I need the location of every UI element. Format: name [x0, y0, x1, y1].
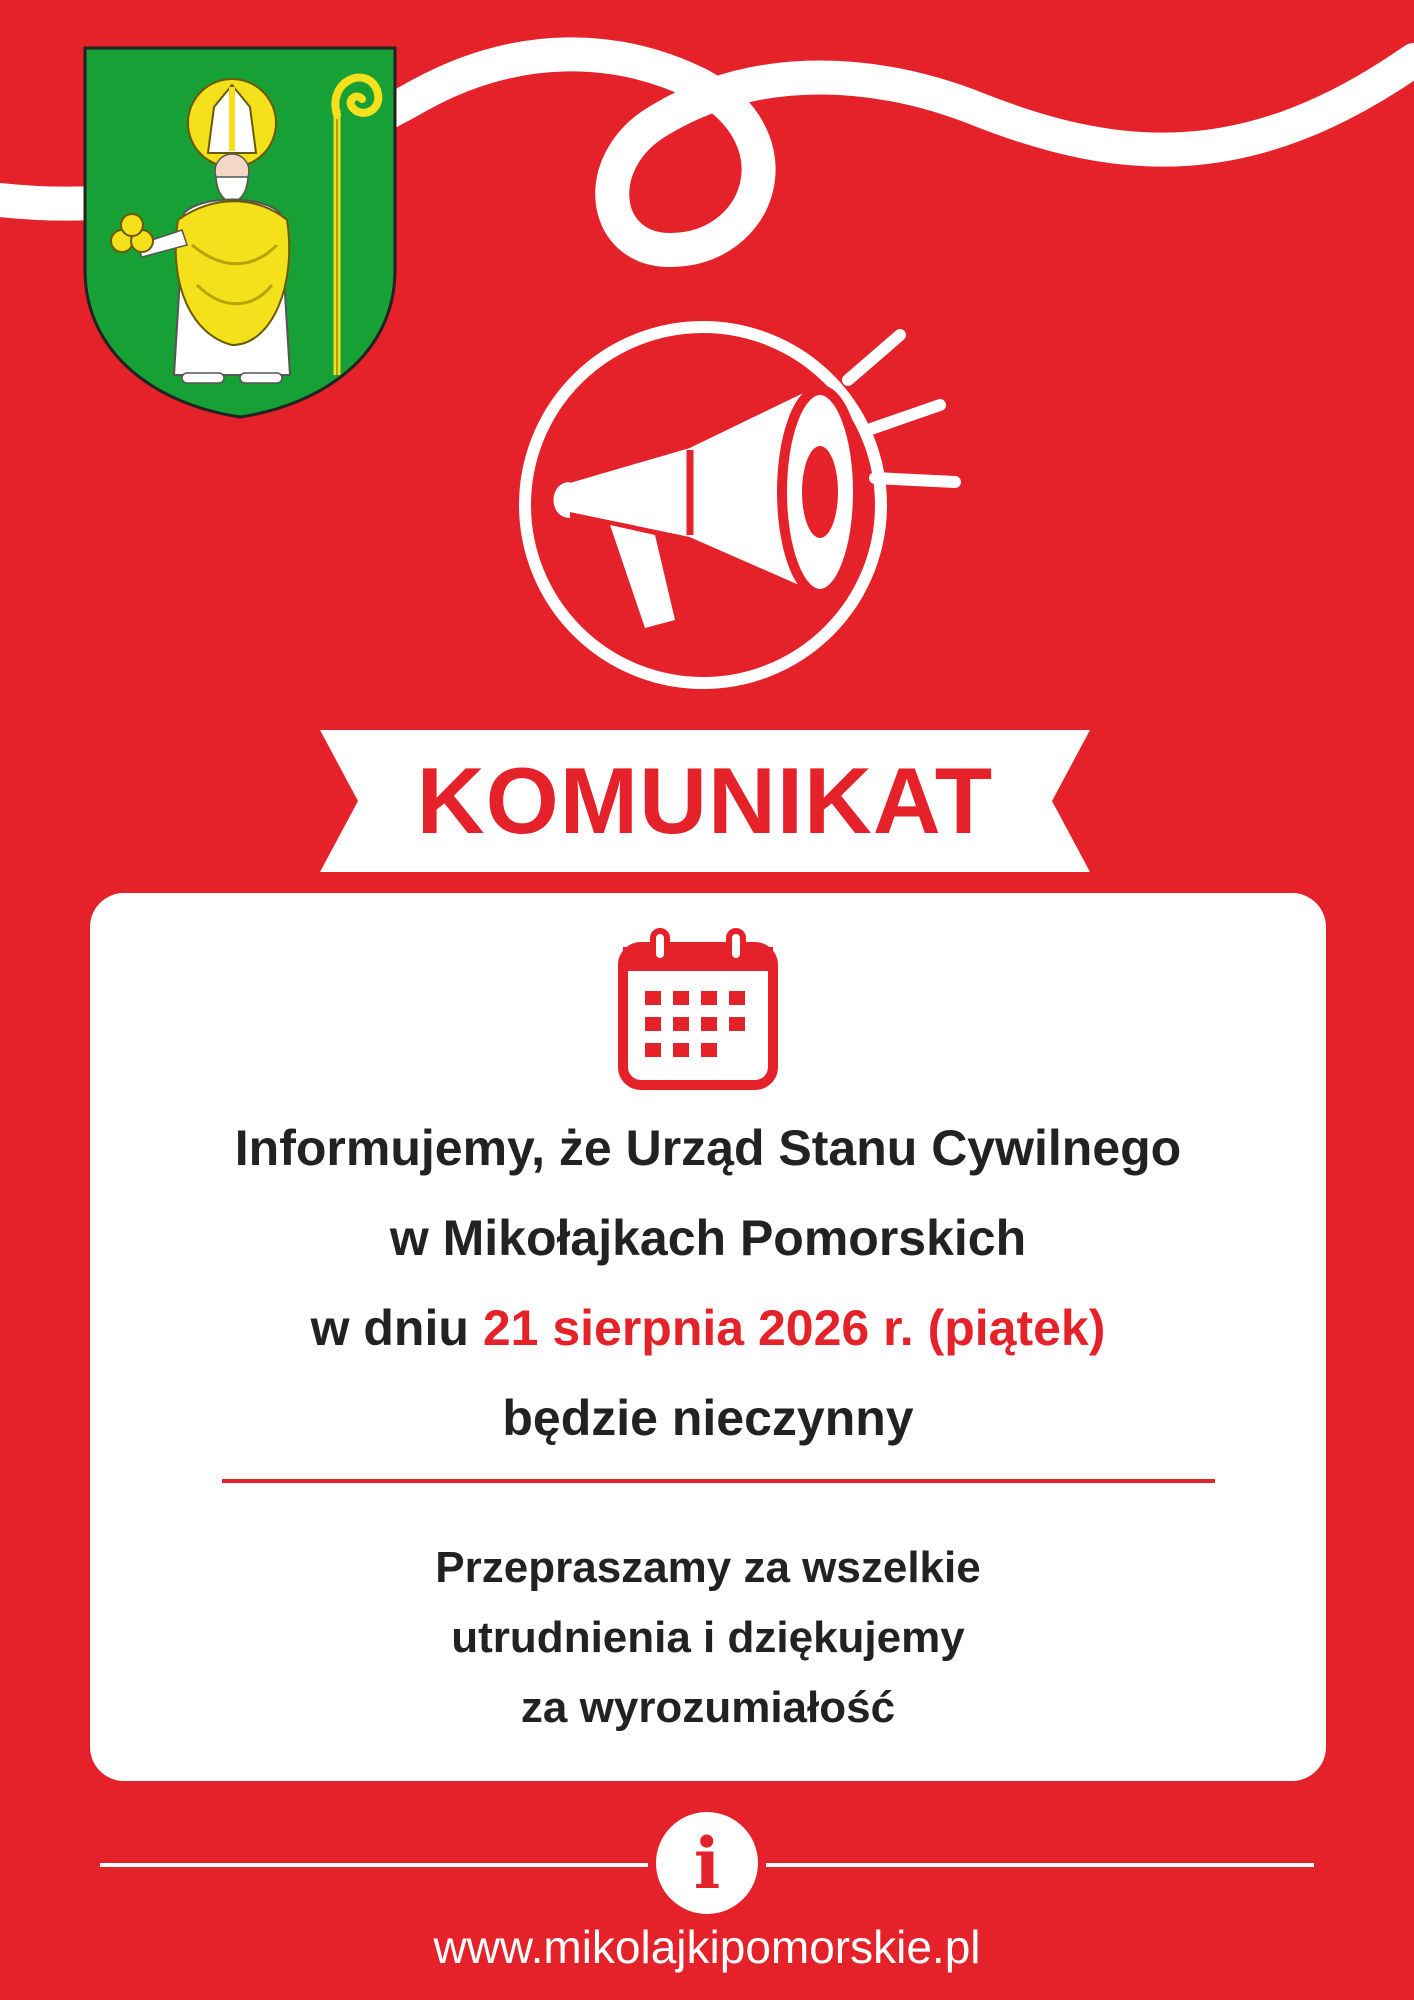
- info-icon: [656, 1812, 758, 1914]
- footer-divider-left: [100, 1863, 648, 1867]
- message-line-2: w Mikołajkach Pomorskich: [389, 1210, 1027, 1266]
- message-line-4: będzie nieczynny: [502, 1390, 914, 1446]
- closure-date: 21 sierpnia 2026 r. (piątek): [482, 1300, 1106, 1356]
- divider: [222, 1479, 1215, 1483]
- apology-line-1: Przepraszamy za wszelkie: [435, 1543, 981, 1592]
- website-link[interactable]: www.mikolajkipomorskie.pl: [433, 1921, 981, 1973]
- coat-of-arms: [82, 45, 398, 420]
- message-line-1: Informujemy, że Urząd Stanu Cywilnego: [234, 1120, 1182, 1176]
- page-title: KOMUNIKAT: [416, 748, 994, 853]
- apology-line-2: utrudnienia i dziękujemy: [451, 1613, 965, 1662]
- announcement-message: [110, 1103, 1306, 1463]
- footer-divider-right: [766, 1863, 1314, 1867]
- apology-line-3: za wyrozumiałość: [520, 1683, 896, 1732]
- calendar-icon: [613, 925, 783, 1095]
- message-line-3: [110, 1283, 1306, 1373]
- info-symbol: i: [693, 1821, 721, 1905]
- apology-message: [110, 1533, 1306, 1743]
- megaphone-icon: [490, 310, 980, 700]
- announcement-card: [90, 893, 1326, 1781]
- message-date-prefix: w dniu: [310, 1300, 469, 1356]
